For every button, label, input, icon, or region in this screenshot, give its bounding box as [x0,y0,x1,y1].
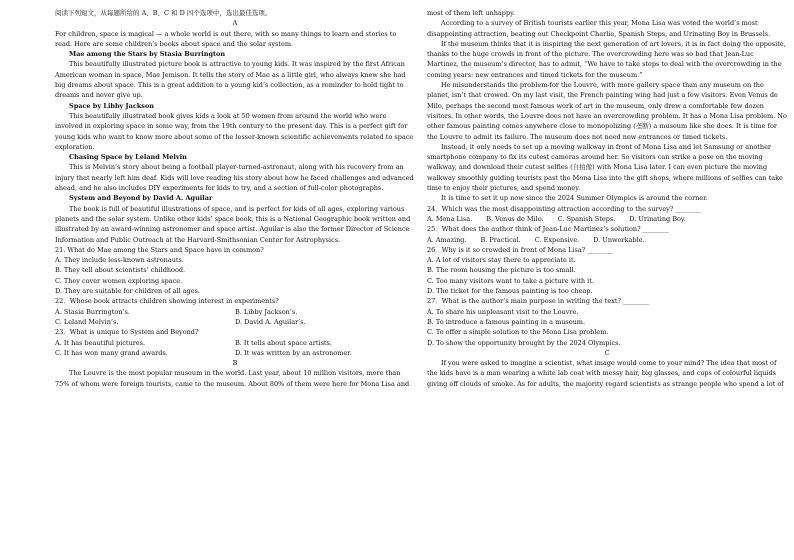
instruction: 阅读下列短文，从每题所给的 A、B、C 和 D 四个选项中，选出最佳选项。 [55,9,272,17]
book1-text: This beautifully illustrated picture book is attractive to young kids. It was inspired by the first African American woman in space, Mae Jemison. It tells the story of Mae as a little girl, who always knew she had big dreams about space. This is a great addition to a young kid’s collection, as a reminder to hold tight to dreams and never give up. [55,60,406,100]
q23-option: A. It has beautiful pictures. [55,338,146,347]
q22-option: D. David A. Aguilar’s. [235,317,306,326]
q24-options-row [427,214,787,224]
left-column [55,8,415,389]
q25-option: D. Unworkable. [593,235,645,244]
right-column [427,8,787,389]
q27-option: D. To show the opportunity brought by the 2024 Olympics. [427,338,621,347]
passage-b-p3: He misunderstands the problem-for the Louvre, with more gallery space than any museum on the planet, isn’t that crowed. On my last visit, the French painting wing had just a few visitors. Even Venus de Milo, perhaps the second most famous work of art in the museum, only drew a comfortable few dozen visitors. In other words, the Louvre does not have an overcrowding problem. It has a Mona Lisa problem. No other famous painting comes anywhere close to monopolizing (垄断) a museum like she does. It is time for the Louvre to admit its failure. The museum does not need new entrances or timed tickets. [427,81,787,141]
book3-title: Chasing Space by Leland Melvin [69,153,187,162]
passage-b-p5: It is time to set it up now since the 2024 Summer Olympics is around the corner. [441,194,708,203]
question-27: 27．What is the author’s main purpose in writing the text? ________ [427,297,650,306]
question-25: 25．What does the author think of Jean-Luc Martinez’s solution? ________ [427,225,669,234]
book2-title: Space by Libby Jackson [69,101,155,110]
q26-option: A. A lot of visitors stay there to appreciate it. [427,256,576,265]
question-22: 22．Whose book attracts children showing interest in experiments? [55,297,279,306]
book4-title: System and Beyond by David A. Aguilar [69,194,213,203]
passage-b-start: The Louvre is the most popular museum in the world. Last year, about 10 million visitors, more than 75% of whom were foreign tourists, came to the museum. About 80% of them were here for Mona Lisa and [55,369,410,388]
passage-b-continued: most of them left unhappy. [427,9,515,17]
q22-option: C. Leland Melvin’s. [55,317,119,326]
q22-options-row [55,307,415,317]
q26-option: D. The ticket for the famous painting is too cheap. [427,287,593,296]
question-21: 21. What do Mae among the Stars and Space have in common? [55,245,264,254]
q21-option: A. They include less-known astronauts. [55,256,184,265]
passage-b-p1: According to a survey of British tourists earlier this year, Mona Lisa was voted the world’s most disappointing attraction, beating out Checkpoint Charlie, Spanish Steps, and Urinating Boy in Brussels. [427,19,771,38]
q25-option: A. Amazing. [427,235,467,244]
question-23: 23．What is unique to System and Beyond? [55,328,199,337]
book3-text: This is Melvin’s story about being a football player-turned-astronaut, along with his recovery from an injury that nearly left him deaf. Kids will love reading his story about how he faced challenges and advanced ahead, and he also includes DIY experiments for kids to try, and a section of full-color photographs. [55,163,414,193]
q24-option: B. Venus de Milo. [486,214,544,223]
q23-options-row [55,348,415,358]
q24-option: C. Spanish Steps. [557,214,616,223]
q21-option: B. They tell about scientists’ childhood. [55,266,186,275]
section-b-heading: B [232,359,238,368]
q27-option: A. To share his unpleasant visit to the Louvre. [427,307,579,316]
q23-options-row [55,338,415,348]
q23-option: C. It has won many grand awards. [55,348,168,357]
q24-option: D. Urinating Boy. [629,214,686,223]
q22-option: B. Libby Jackson’s. [235,307,298,316]
q23-option: D. It was written by an astronomer. [235,348,352,357]
q25-option: C. Expensive. [534,235,580,244]
q21-option: D. They are suitable for children of all ages. [55,287,200,296]
q27-option: C. To offer a simple solution to the Mona Lisa problem. [427,328,609,337]
book2-text: This beautifully illustrated book gives kids a look at 50 women from around the world who were involved in exploring space in some way, from the 19th century to the present day. This is a perfect gift for young kids who want to know more about some of the lesser-known scientific achievements related to space exploration. [55,111,414,151]
q27-option: B. To introduce a famous painting in a museum. [427,317,586,326]
q22-options-row [55,317,415,327]
book4-text: The book is full of beautiful illustrations of space, and is perfect for kids of all ages, exploring various planets and the solar system. Unlike other kids’ space book, this is a National Geographic book written and illustrated by an award-winning astronomer and space artist. Aguilar is also the former Director of Science Information and Public Outreach at the Harvard-Smithsonian Center for Astrophysics. [55,204,411,244]
section-c-heading: C [604,348,610,357]
q22-option: A. Stasia Burrington’s. [55,307,130,316]
passage-b-p4: Instead, it only needs to set up a moving walkway in front of Mona Lisa and let Samsung or another smartphone company to fix its cutest cameras around her. So visitors can strike a pose on the moving walkway, and download their cutest selfies (自拍像) with Mona Lisa later. I can even picture the moving walkway smoothly guiding tourists past the Mona Lisa into the gift shops, where millions of selfies can take time to enjoy their pictures, and spend money. [427,142,783,193]
book1-title: Mae among the Stars by Stasia Burrington [69,50,226,59]
passage-c-start: If you were asked to imagine a scientist, what image would come to your mind? The idea that most of the kids have is a man wearing a white lab coat with messy hair, big glasses, and cups of colourful liquids giving off clouds of smoke. As for adults, the majority regard scientists as strange people who spend a lot of [427,359,784,388]
q25-options-row [427,235,787,245]
question-24: 24．Which was the most disappointing attraction according to the survey? ________ [427,204,702,213]
q21-option: C. They cover women exploring space. [55,276,183,285]
q23-option: B. It tells about space artists. [235,338,332,347]
question-26: 26．Why is it so crowded in front of Mona Lisa? ________ [427,245,614,254]
q24-option: A. Mona Lisa. [427,214,473,223]
q26-option: C. Too many visitors want to take a picture with it. [427,276,594,285]
passage-b-p2: If the museum thinks that it is inspiring the next generation of art lovers, it is in fact doing the opposite, thanks to the huge crowds in front of the picture. The overcrowding here was so bad that Jean-Luc Martinez, the museum’s director, has to admit, “We have to take steps to deal with the overcrowding in the coming years: new entrances and timed tickets for the museum.” [427,39,786,79]
q26-option: B. The room housing the picture is too small. [427,266,576,275]
passage-a-intro: For children, space is magical — a whole world is out there, with so many things to learn and stories to read. Here are some children’s books about space and the solar system. [55,29,397,48]
section-a-heading: A [232,19,238,28]
q25-option: B. Practical. [480,235,521,244]
